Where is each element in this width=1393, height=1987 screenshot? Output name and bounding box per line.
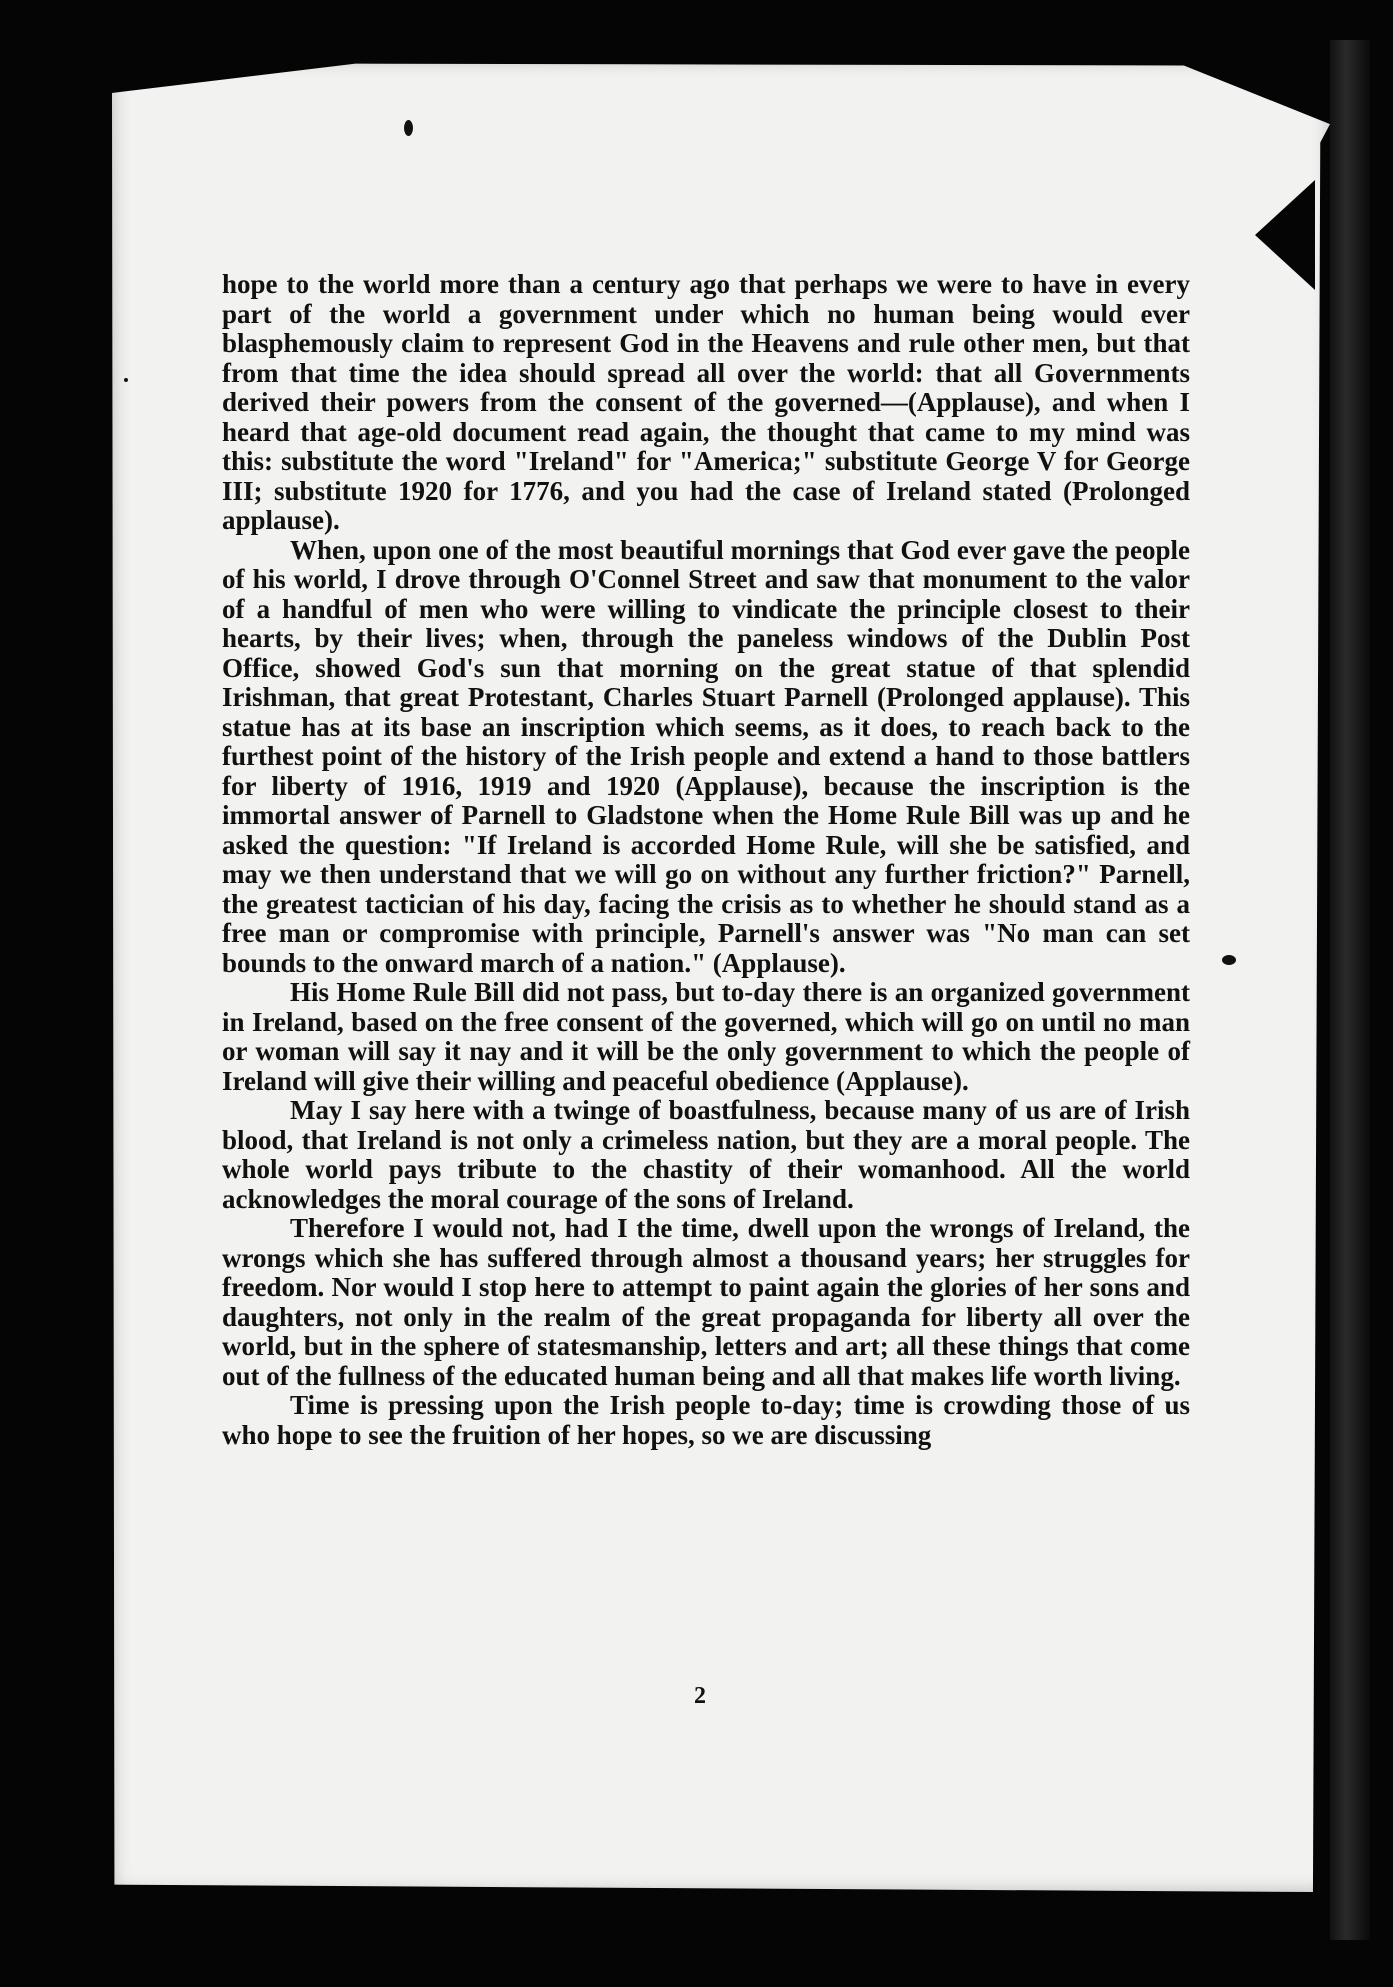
paragraph: Time is pressing upon the Irish people to-day; time is crowding those of us who hope to see the fruition of her hopes, so we are discussing	[222, 1390, 1190, 1450]
ink-speck	[1222, 955, 1236, 965]
page-number: 2	[694, 1683, 706, 1709]
paragraph: May I say here with a twinge of boastfulness, because many of us are of Irish blood, that Ireland is not only a crimeless nation, but they are a moral people. The whole world pays tribute to the chastity of their womanhood. All the world acknowledges the moral courage of the sons of Ireland.	[222, 1095, 1190, 1214]
document-body	[222, 270, 1190, 1450]
page-tear	[1255, 180, 1315, 290]
paragraph: Therefore I would not, had I the time, dwell upon the wrongs of Ireland, the wrongs which she has suffered through almost a thousand years; her struggles for freedom. Nor would I stop here to attempt to paint again the glories of her sons and daughters, not only in the realm of the great propaganda for liberty all over the world, but in the sphere of statesmanship, letters and art; all these things that come out of the fullness of the educated human being and all that makes life worth living.	[222, 1213, 1190, 1391]
ink-speck	[404, 120, 413, 136]
paragraph: His Home Rule Bill did not pass, but to-day there is an organized government in Ireland, based on the free consent of the governed, which will go on until no man or woman will say it nay and it will be the only government to which the people of Ireland will give their willing and peaceful obedience (Applause).	[222, 977, 1190, 1096]
ink-speck	[124, 378, 128, 382]
paragraph: hope to the world more than a century ago that perhaps we were to have in every part of the world a government under which no human being would ever blasphemously claim to represent God in the Heavens and rule other men, but that from that time the idea should spread all over the world: that all Governments derived their powers from the consent of the governed—(Applause), and when I heard that age-old document read again, the thought that came to my mind was this: substitute the word "Ireland" for "America;" substitute George V for George III; substitute 1920 for 1776, and you had the case of Ireland stated (Prolonged applause).	[222, 269, 1190, 535]
adjacent-page-edge	[1330, 40, 1370, 1940]
paragraph: When, upon one of the most beautiful mornings that God ever gave the people of his world, I drove through O'Connel Street and saw that monument to the valor of a handful of men who were willing to vindicate the principle closest to their hearts, by their lives; when, through the paneless windows of the Dublin Post Office, showed God's sun that morning on the great statue of that splendid Irishman, that great Protestant, Charles Stuart Parnell (Prolonged applause). This statue has at its base an inscription which seems, as it does, to reach back to the furthest point of the history of the Irish people and extend a hand to those battlers for liberty of 1916, 1919 and 1920 (Applause), because the inscription is the immortal answer of Parnell to Gladstone when the Home Rule Bill was up and he asked the question: "If Ireland is accorded Home Rule, will she be satisfied, and may we then understand that we will go on without any further friction?" Parnell, the greatest tactician of his day, facing the crisis as to whether he should stand as a free man or compromise with principle, Parnell's answer was "No man can set bounds to the onward march of a nation." (Applause).	[222, 534, 1190, 978]
